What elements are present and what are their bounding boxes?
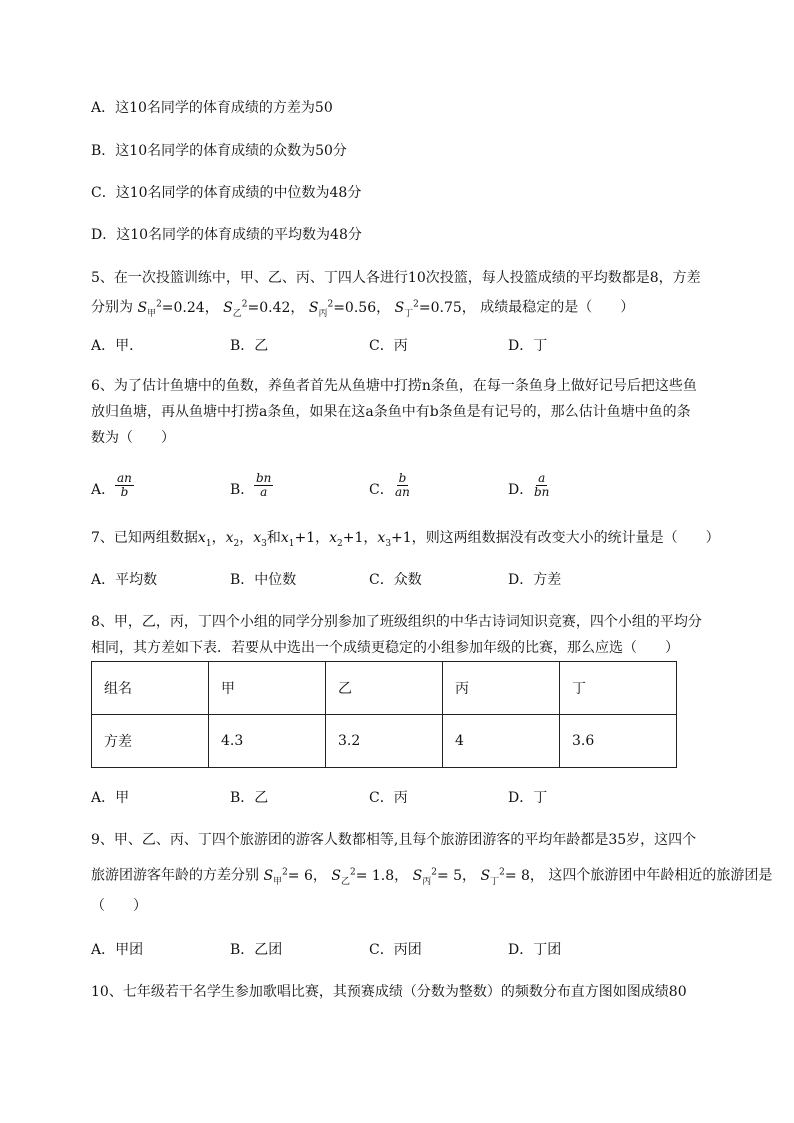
q6-option-c-fraction: $\frac{b}{an}$: [395, 471, 410, 499]
q4-option-b: B．这10名同学的体育成绩的众数为50分: [91, 143, 347, 159]
q7-option-d: D．方差: [508, 572, 562, 588]
q8-variance-table: [91, 661, 677, 768]
q6-option-c-label: C．: [369, 482, 394, 498]
q9-stem-line2: 旅游团游客年龄的方差分别 $S_甲^2= 6$， $S_乙^2= 1.8$， $S_丙^2= 5$， $S_丁^2= 8$， 这四个旅游团中年龄相近的旅游团是: [91, 867, 773, 887]
q6-option-b-fraction: $\frac{bn}{a}$: [256, 471, 272, 499]
table-row-values: [92, 715, 677, 768]
q8-option-a: A．甲: [91, 790, 130, 806]
q4-option-d: D．这10名同学的体育成绩的平均数为48分: [91, 227, 362, 243]
q5-stem-line2: [91, 294, 634, 323]
q9-var-bing: $S_丙^2= 5$，: [412, 867, 477, 887]
q8-option-c: C．丙: [369, 790, 408, 806]
q7-option-c: C．众数: [369, 572, 422, 588]
q5-option-b: B．乙: [230, 338, 269, 354]
q6-option-d-fraction: $\frac{a}{bn}$: [534, 471, 550, 499]
q6-option-d-label: D．: [508, 482, 534, 498]
q7-option-b: B．中位数: [230, 572, 297, 588]
q6-stem-line3: 数为（ ）: [91, 430, 175, 446]
table-cell: 组名: [92, 662, 209, 715]
q5-prefix: 分别为: [91, 299, 133, 316]
q5-var-bing: $S_丙^2=0.56$，: [308, 299, 391, 319]
q6-stem-line1: 6、为了估计鱼塘中的鱼数，养鱼者首先从鱼塘中打捞n条鱼，在每一条鱼身上做好记号后把这些鱼: [91, 378, 697, 394]
table-cell: 丙: [443, 662, 560, 715]
q5-var-ding: $S_丁^2=0.75$，: [394, 299, 476, 319]
q9-option-c: C．丙团: [369, 942, 422, 958]
q8-stem-line2: 相同，其方差如下表．若要从中选出一个成绩更稳定的小组参加年级的比赛，那么应选（ ）: [91, 640, 679, 656]
q8-option-b: B．乙: [230, 790, 269, 806]
q4-option-a: A．这10名同学的体育成绩的方差为50: [91, 100, 333, 116]
q5-option-a: A．甲．: [91, 338, 144, 354]
q7-stem: 7、已知两组数据$x_1$，$x_2$，$x_3$和$x_1+1$，$x_2+1$，$x_3+1$，则这两组数据没有改变大小的统计量是（ ）: [91, 530, 720, 549]
q5-stem-line1: 5、在一次投篮训练中，甲、乙、丙、丁四人各进行10次投篮，每人投篮成绩的平均数都是8，方差: [91, 270, 701, 286]
q9-stem-line3: （ ）: [91, 898, 147, 914]
q8-stem-line1: 8、甲，乙，丙，丁四个小组的同学分别参加了班级组织的中华古诗词知识竞赛，四个小组的平均分: [91, 614, 702, 630]
table-cell: 方差: [92, 715, 209, 768]
q9-option-b: B．乙团: [230, 942, 283, 958]
table-cell: 丁: [560, 662, 677, 715]
q4-option-c: C．这10名同学的体育成绩的中位数为48分: [91, 185, 362, 201]
q6-stem-line2: 放归鱼塘，再从鱼塘中打捞a条鱼，如果在这a条鱼中有b条鱼是有记号的，那么估计鱼塘中鱼的条: [91, 404, 691, 420]
q5-option-d: D．丁: [508, 338, 548, 354]
q9-var-ding: $S_丁^2= 8$，: [480, 867, 544, 887]
q9-option-a: A．甲团: [91, 942, 144, 958]
q6-option-b-label: B．: [230, 482, 255, 498]
table-cell: 4.3: [209, 715, 326, 768]
table-cell: 甲: [209, 662, 326, 715]
q7-option-a: A．平均数: [91, 572, 158, 588]
q10-stem-line1: 10、七年级若干名学生参加歌唱比赛，其预赛成绩（分数为整数）的频数分布直方图如图成绩80: [91, 984, 687, 1000]
q8-option-d: D．丁: [508, 790, 548, 806]
q9-var-yi: $S_乙^2= 1.8$，: [331, 867, 409, 887]
q5-suffix: 成绩最稳定的是（ ）: [480, 299, 635, 316]
table-cell: 乙: [326, 662, 443, 715]
table-cell: 3.6: [560, 715, 677, 768]
q6-option-a-fraction: $\frac{an}{b}$: [117, 471, 132, 499]
q9-option-d: D．丁团: [508, 942, 562, 958]
q9-var-jia: $S_甲^2= 6$，: [263, 867, 327, 887]
q9-stem-line1: 9、甲、乙、丙、丁四个旅游团的游客人数都相等,且每个旅游团游客的平均年龄都是35岁，这四个: [91, 832, 697, 848]
q5-option-c: C．丙: [369, 338, 408, 354]
table-row-header: [92, 662, 677, 715]
table-cell: 3.2: [326, 715, 443, 768]
q5-var-yi: $S_乙^2=0.42$，: [223, 299, 305, 319]
table-cell: 4: [443, 715, 560, 768]
q6-option-a-label: A．: [91, 482, 116, 498]
q5-var-jia: $S_甲^2=0.24$，: [137, 299, 219, 319]
